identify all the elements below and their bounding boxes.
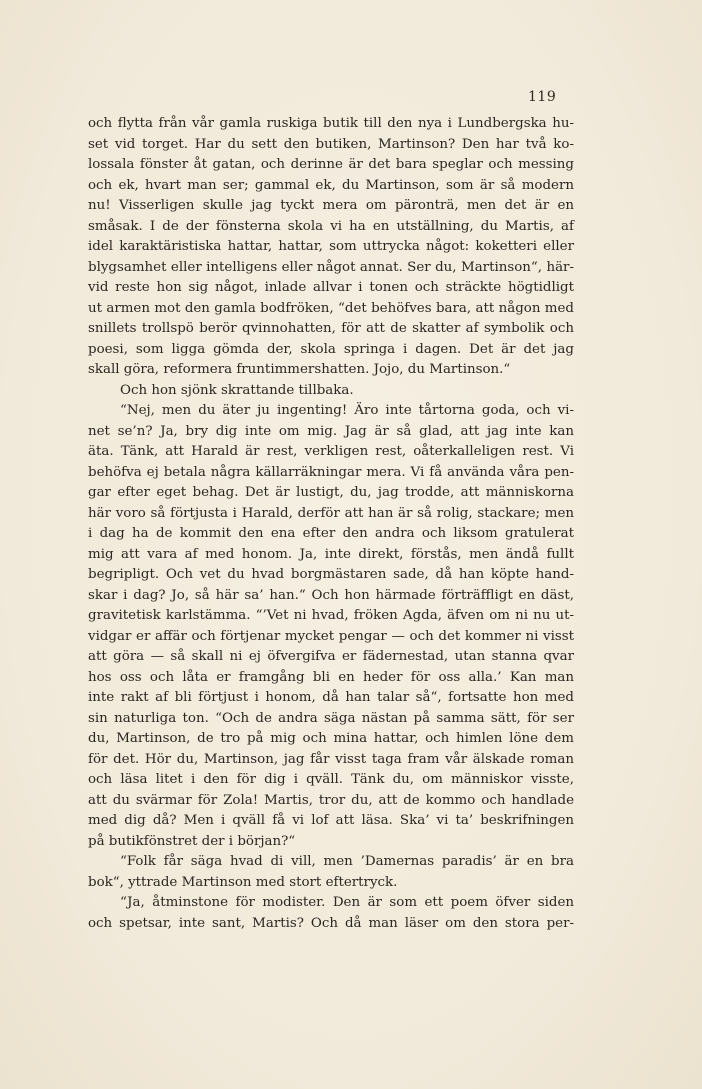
text-line: skar i dag? Jo, så här sa’ han.“ Och hon härmade förträffligt en däst, [88, 587, 574, 603]
text-line: poesi, som ligga gömda der, skola springa i dagen. Det är det jag [88, 341, 574, 357]
text-line: “Ja, åtminstone för modister. Den är som ett poem öfver siden [120, 895, 574, 910]
text-line: och läsa litet i den för dig i qväll. Tänk du, om människor visste, [88, 772, 574, 787]
text-line: net se’n? Ja, bry dig inte om mig. Jag är så glad, att jag inte kan [88, 423, 574, 439]
text-line: i dag ha de kommit den ena efter den andra och liksom gratulerat [88, 526, 574, 541]
page-number: 119 [528, 89, 557, 105]
text-line: och spetsar, inte sant, Martis? Och då man läser om den stora per- [88, 915, 574, 931]
text-line: “Nej, men du äter ju ingenting! Äro inte tårtorna goda, och vi- [120, 403, 574, 418]
body-text [88, 114, 574, 934]
text-line: för det. Hör du, Martinson, jag får visst taga fram vår älskade roman [88, 751, 574, 767]
text-line: vid reste hon sig något, inlade allvar i tonen och sträckte högtidligt [88, 280, 574, 295]
text-line: gar efter eget behag. Det är lustigt, du, jag trodde, att människorna [88, 485, 574, 500]
text-line: att du svärmar för Zola! Martis, tror du, att de kommo och handlade [88, 792, 574, 808]
text-line: med dig då? Men i qväll få vi lof att läsa. Ska’ vi ta’ beskrifningen [88, 813, 574, 828]
text-line: behöfva ej betala några källarräkningar mera. Vi få använda våra pen- [88, 464, 574, 480]
text-line: set vid torget. Har du sett den butiken, Martinson? Den har två ko- [88, 136, 574, 152]
text-line: ut armen mot den gamla bodfröken, “det behöfves bara, att någon med [88, 300, 574, 316]
text-line: här voro så förtjusta i Harald, derför att han är så rolig, stackare; men [88, 505, 574, 521]
text-line: idel karaktäristiska hattar, hattar, som uttrycka något: koketteri eller [88, 239, 574, 254]
text-line: skall göra, reformera fruntimmershatten. Jojo, du Martinson.“ [88, 362, 511, 377]
text-line: äta. Tänk, att Harald är rest, verkligen rest, oåterkalleligen rest. Vi [88, 444, 574, 459]
text-line: du, Martinson, de tro på mig och mina hattar, och himlen löne dem [88, 731, 574, 746]
text-line: snillets trollspö berör qvinnohatten, för att de skatter af symbolik och [88, 321, 574, 336]
text-line: nu! Visserligen skulle jag tyckt mera om päronträ, men det är en [88, 198, 574, 213]
text-line: och ek, hvart man ser; gammal ek, du Martinson, som är så modern [88, 177, 574, 193]
text-line: “Folk får säga hvad di vill, men ’Damernas paradis’ är en bra [120, 854, 574, 869]
text-line: begripligt. Och vet du hvad borgmästaren sade, då han köpte hand- [88, 567, 574, 582]
text-line: att göra — så skall ni ej öfvergifva er fädernestad, utan stanna qvar [88, 649, 574, 664]
text-line: Och hon sjönk skrattande tillbaka. [120, 382, 354, 398]
text-line: bok“, yttrade Martinson med stort eftertryck. [88, 874, 398, 890]
text-line: hos oss och låta er framgång bli en heder för oss alla.’ Kan man [88, 669, 574, 685]
text-line: blygsamhet eller intelligens eller något annat. Ser du, Martinson“, här- [88, 259, 574, 275]
text-line: och flytta från vår gamla ruskiga butik till den nya i Lundbergska hu- [88, 116, 574, 131]
text-line: vidgar er affär och förtjenar mycket pengar — och det kommer ni visst [88, 628, 574, 644]
text-line: mig att vara af med honom. Ja, inte direkt, förstås, men ändå fullt [88, 546, 574, 562]
text-line: småsak. I de der fönsterna skola vi ha en utställning, du Martis, af [88, 218, 574, 234]
text-line: gravitetisk karlstämma. “’Vet ni hvad, fröken Agda, äfven om ni nu ut- [88, 608, 574, 623]
text-line: sin naturliga ton. “Och de andra säga nästan på samma sätt, för ser [88, 710, 574, 726]
text-line: på butikfönstret der i början?“ [88, 833, 296, 849]
text-line: lossala fönster åt gatan, och derinne är det bara speglar och messing [88, 157, 574, 172]
text-line: inte rakt af bli förtjust i honom, då han talar så“, fortsatte hon med [88, 690, 574, 705]
